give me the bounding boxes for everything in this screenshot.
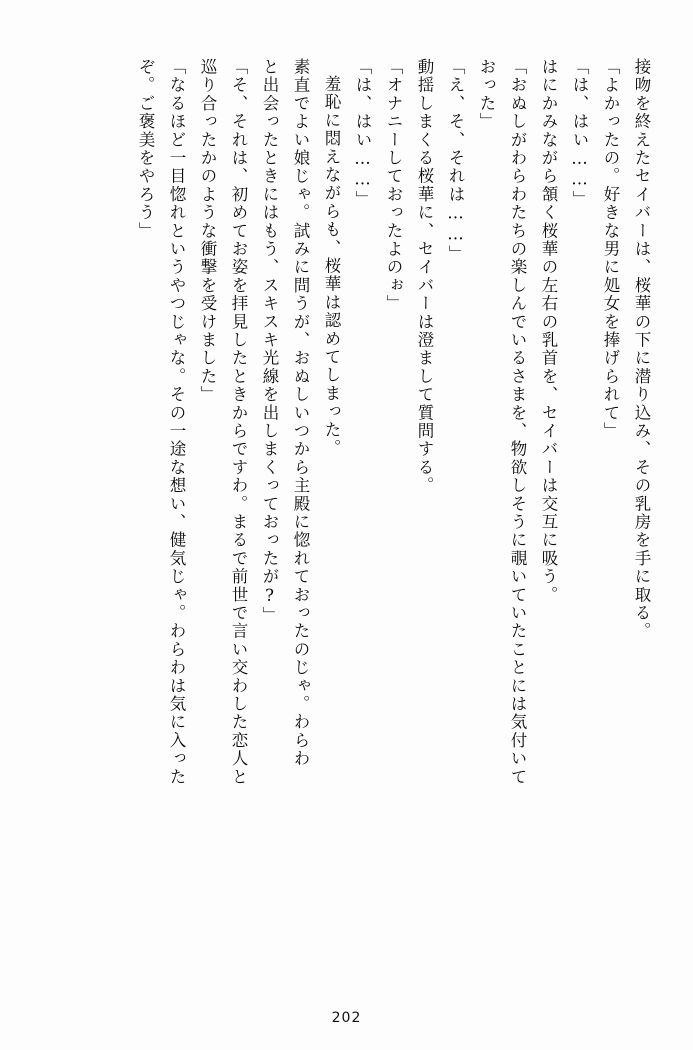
text-line: おった」 (477, 58, 496, 131)
text-line: 「え、そ、それは……」 (446, 58, 465, 264)
text-line: 「は、はい……」 (353, 58, 372, 209)
text-line: 「そ、それは、初めてお姿を拝見したときからですわ。まるで前世で言い交わした恋人と (229, 58, 248, 786)
text-line: 動揺しまくる桜華に、セイバーは澄まして質問する。 (415, 58, 434, 495)
text-line: はにかみながら頷く桜華の左右の乳首を、セイバーは交互に吸う。 (539, 58, 558, 604)
text-line: と出会ったときにはもう、スキスキ光線を出しまくっておったが?」 (260, 58, 279, 625)
text-line: 素直でよい娘じゃ。試みに問うが、おぬしいつから主殿に惚れておったのじゃ。わらわ (291, 58, 310, 768)
text-line: ぞ。ご褒美をやろう」 (136, 58, 155, 240)
text-line: 羞恥に悶えながらも、桜華は認めてしまった。 (322, 75, 341, 458)
page-number: 202 (331, 1010, 362, 1026)
text-line: 巡り合ったかのような衝撃を受けました」 (198, 58, 217, 404)
text-line: 「は、はい……」 (570, 58, 589, 209)
text-line: 「オナニーしておったよのぉ」 (384, 58, 403, 313)
text-line: 「よかったの。好きな男に処女を捧げられて」 (601, 58, 620, 441)
text-line: 「なるほど一目惚れというやつじゃな。その一途な想い、健気じゃ。わらわは気に入った (167, 58, 186, 786)
vertical-text-block (40, 58, 649, 988)
text-line: 「おぬしがわらわたちの楽しんでいるさまを、物欲しそうに覗いていたことには気付いて (508, 58, 527, 786)
text-line: 接吻を終えたセイバーは、桜華の下に潜り込み、その乳房を手に取る。 (632, 58, 651, 641)
